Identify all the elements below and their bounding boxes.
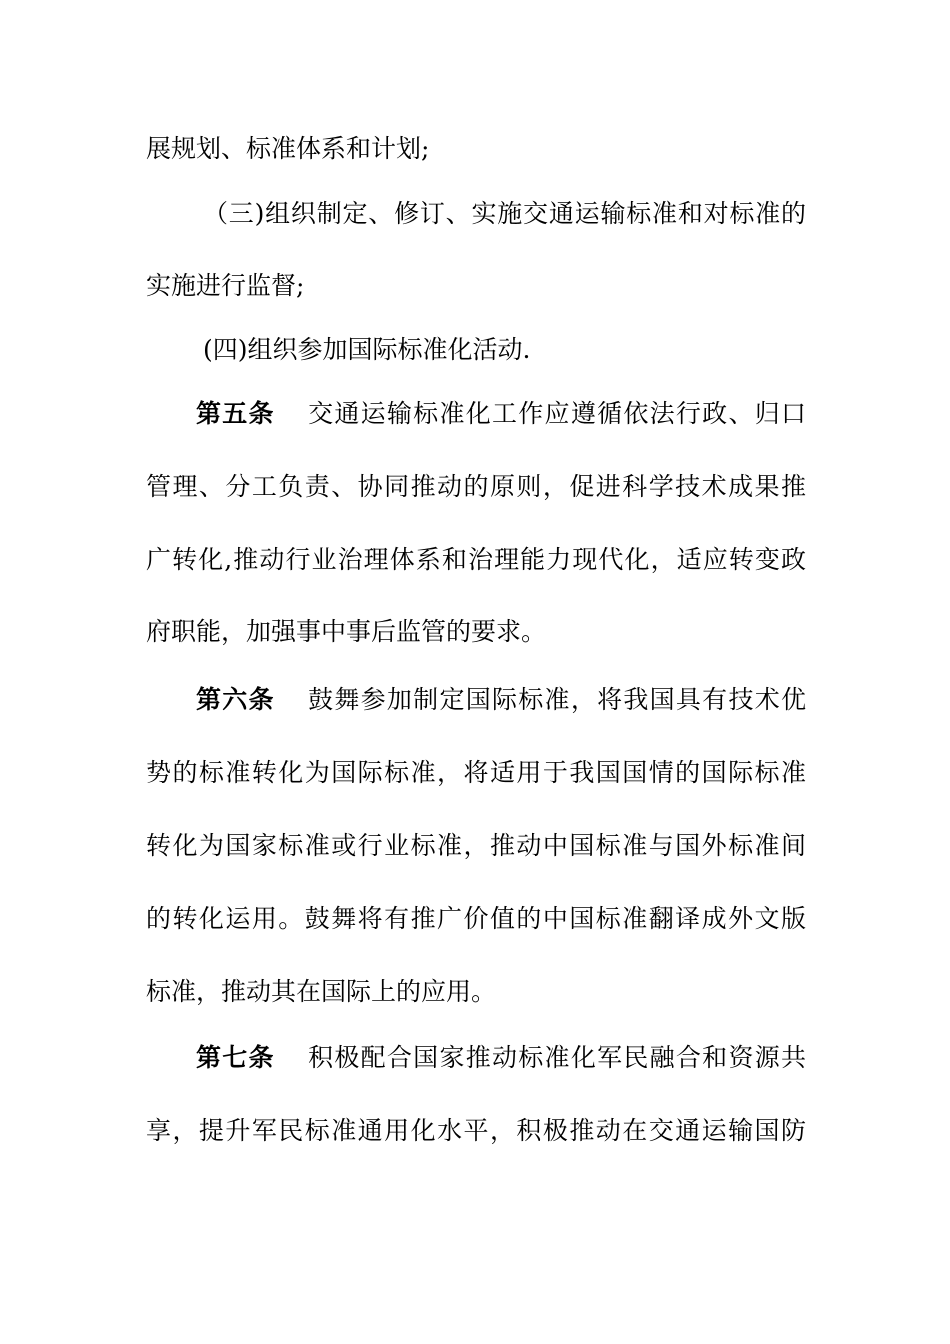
text-line: 交通运输标准化工作应遵循依法行政、归口: [306, 399, 806, 428]
article-first-line: [196, 1040, 806, 1076]
text-line: 管理、分工负责、协同推动的原则，促进科学技术成果推: [146, 472, 806, 501]
text-line: 的转化运用。鼓舞将有推广价值的中国标准翻译成外文版: [146, 904, 806, 933]
article-first-line: [196, 682, 806, 718]
article-first-line: [196, 396, 806, 432]
article-number: 第七条: [196, 1043, 275, 1072]
text-line: 广转化,推动行业治理体系和治理能力现代化，适应转变政: [146, 545, 806, 574]
text-line: 转化为国家标准或行业标准，推动中国标准与国外标准间: [146, 831, 806, 860]
text-line: 势的标准转化为国际标准，将适用于我国国情的国际标准: [146, 758, 806, 787]
text-line: (四)组织参加国际标准化活动.: [203, 335, 531, 364]
text-line: 标准，推动其在国际上的应用。: [146, 977, 497, 1006]
text-line: 府职能，加强事中事后监管的要求。: [146, 617, 547, 646]
text-line: 享，提升军民标准通用化水平，积极推动在交通运输国防: [146, 1116, 806, 1145]
text-line: 展规划、标准体系和计划;: [146, 134, 430, 163]
text-line: 鼓舞参加制定国际标准，将我国具有技术优: [306, 685, 806, 714]
article-number: 第五条: [196, 399, 275, 428]
article-number: 第六条: [196, 685, 275, 714]
text-line: （三)组织制定、修订、实施交通运输标准和对标准的: [203, 199, 806, 228]
text-line: 积极配合国家推动标准化军民融合和资源共: [306, 1043, 806, 1072]
text-line: 实施进行监督;: [146, 271, 305, 300]
